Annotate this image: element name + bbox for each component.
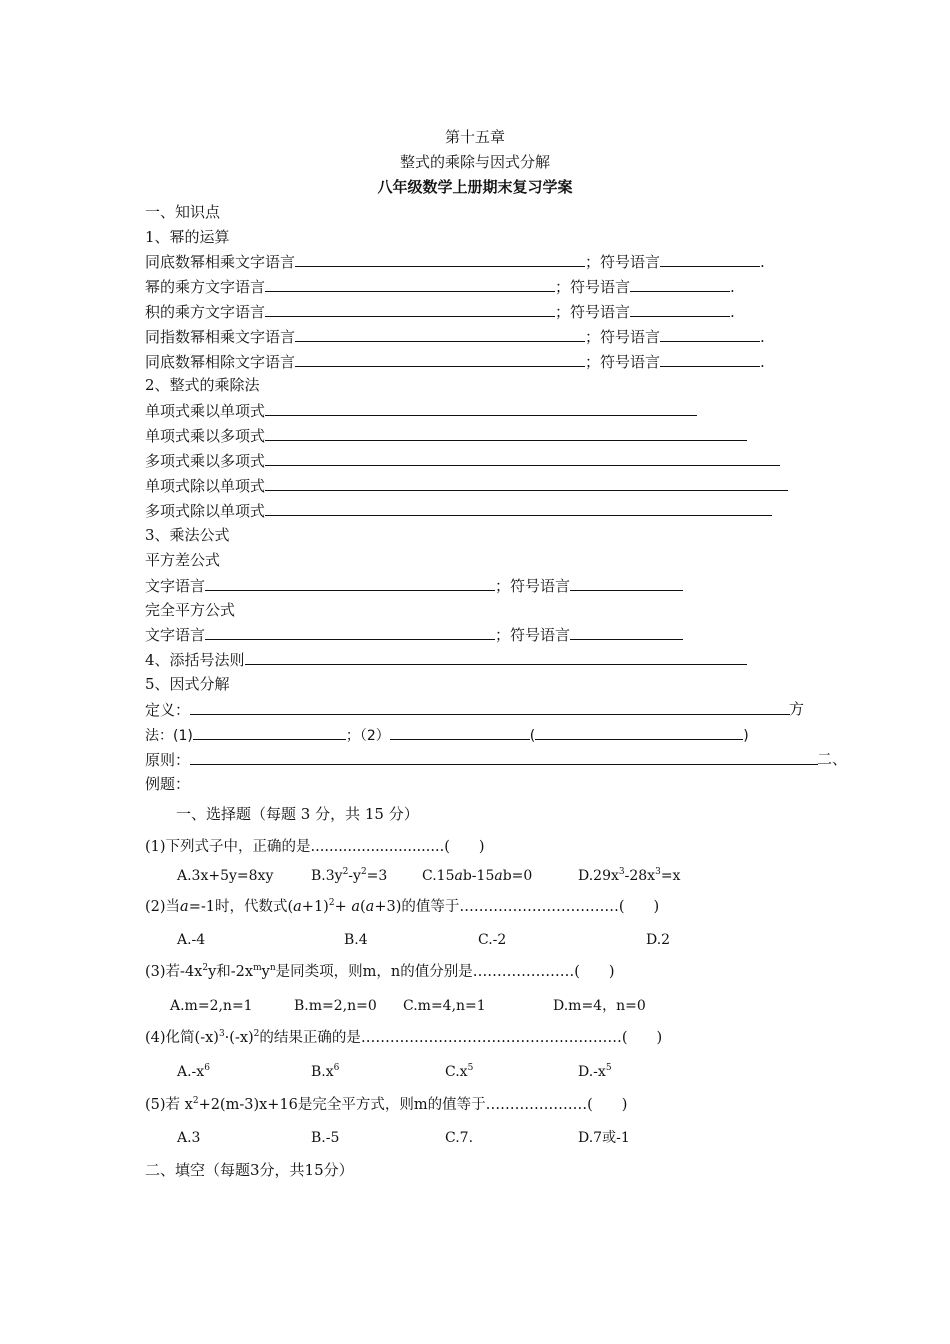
rule-label: 单项式除以单项式 [145,477,266,495]
q1-option-d[interactable]: $D.29x^3-28x^3=x$ [578,867,681,884]
rule-label: 同底数幂相除文字语言 [145,353,296,371]
poly-rule-line-5 [145,500,772,521]
answer-blank[interactable] [660,251,760,267]
line-end: . [730,303,735,321]
choice-heading: 一、选择题（每题 3 分，共 15 分） [176,805,419,823]
answer-blank[interactable] [205,575,495,591]
answer-blank[interactable] [265,500,772,516]
subsection-power-ops: 1、幂的运算 [145,228,230,246]
question-4-stem: (4)化简$(-x)^3\cdot(-x)^2$的结果正确的是………………………………………………( ) [145,1029,663,1046]
q3-option-a[interactable]: A.m=2,n=1 [170,998,253,1014]
answer-blank[interactable] [265,400,697,416]
rule-label: 4、添括号法则 [145,651,245,669]
poly-rule-line-4 [145,475,788,496]
answer-blank[interactable] [570,575,683,591]
formula-perfect-square-line [145,624,683,645]
question-5-stem: (5)若 $x^2+2(m-3)x+16$是完全平方式，则m的值等于…………………( ) [145,1096,628,1113]
q5-option-b[interactable]: B.-5 [311,1130,340,1146]
line-wrap-text: 二、 [817,750,848,768]
symbol-label: ；符号语言 [585,328,661,346]
formula-perfect-square: 完全平方公式 [145,601,236,619]
factoring-method-line [145,724,749,746]
paren: ) [743,728,749,744]
q4-option-d[interactable]: $D.-x^5$ [578,1063,612,1080]
power-rule-line-4 [145,326,765,347]
question-1-stem: (1)下列式子中，正确的是.............................( ) [145,839,485,855]
q1-option-c[interactable]: C.15ab-15ab=0 [422,868,533,884]
answer-blank[interactable] [295,326,585,342]
symbol-label: ；符号语言 [495,626,571,644]
q1-option-a[interactable]: A.3x+5y=8xy [177,868,274,884]
rule-label: 多项式除以单项式 [145,502,266,520]
answer-blank[interactable] [535,724,743,740]
factoring-principle-line [145,749,818,770]
rule-label: 积的乘方文字语言 [145,303,266,321]
answer-blank[interactable] [265,450,780,466]
question-2-stem: (2)当a=-1时，代数式$(a+1)^2+ a(a+3)$的值等于……………………………( ) [145,898,660,915]
q4-option-c[interactable]: $C.x^5$ [445,1063,474,1080]
q4-option-a[interactable]: $A.-x^6$ [177,1063,210,1080]
q2-option-a[interactable]: A.-4 [177,932,206,948]
q1-option-b[interactable]: $B.3y^2-y^2=3$ [311,867,388,884]
q3-option-b[interactable]: B.m=2,n=0 [294,998,377,1014]
line-end: . [760,353,765,371]
line-end: . [760,253,765,271]
q4-option-b[interactable]: $B.x^6$ [311,1063,340,1080]
q5-option-c[interactable]: C.7. [445,1130,474,1146]
poly-rule-line-1 [145,400,697,421]
q3-option-c[interactable]: C.m=4,n=1 [403,998,486,1014]
answer-blank[interactable] [245,649,747,665]
answer-blank[interactable] [265,475,788,491]
formula-diff-squares-line [145,575,683,596]
answer-blank[interactable] [190,749,818,765]
q2-option-d[interactable]: D.2 [646,932,671,948]
answer-blank[interactable] [205,624,495,640]
paren: ( [529,728,536,744]
fill-heading: 二、填空（每题3分，共15分） [145,1161,354,1179]
rule-label: 幂的乘方文字语言 [145,278,266,296]
rule-label: 文字语言 [145,577,206,595]
subsection-poly-ops: 2、整式的乘除法 [145,376,260,394]
rule-label: ；（2） [345,728,390,744]
q5-option-a[interactable]: A.3 [177,1130,201,1146]
q2-option-b[interactable]: B.4 [344,932,368,948]
subsection-formulas: 3、乘法公式 [145,526,230,544]
answer-blank[interactable] [265,301,555,317]
symbol-label: ；符号语言 [495,577,571,595]
answer-blank[interactable] [190,699,790,715]
answer-blank[interactable] [265,425,747,441]
answer-blank[interactable] [295,251,585,267]
question-3-stem: (3)若$-4x^2y$和$-2x^my^n$是同类项，则m，n的值分别是…………………( ) [145,963,615,980]
poly-rule-line-3 [145,450,780,471]
factoring-definition-line [145,699,790,720]
answer-blank[interactable] [193,724,346,740]
q2-option-c[interactable]: C.-2 [478,932,507,948]
q3-option-d[interactable]: D.m=4，n=0 [553,998,646,1014]
symbol-label: ；符号语言 [585,253,661,271]
chapter-label: 第十五章 [444,128,505,146]
answer-blank[interactable] [390,724,530,740]
rule-label: 多项式乘以多项式 [145,452,266,470]
power-rule-line-2 [145,276,735,297]
rule-label: 定义： [145,701,191,719]
chapter-subtitle: 整式的乘除与因式分解 [399,153,550,171]
answer-blank[interactable] [660,326,760,342]
rule-label: 单项式乘以单项式 [145,402,266,420]
q5-option-d[interactable]: D.7或-1 [578,1130,630,1146]
rule-label: 原则： [145,751,191,769]
answer-blank[interactable] [630,301,730,317]
rule-label: 文字语言 [145,626,206,644]
answer-blank[interactable] [265,276,555,292]
rule-label: 单项式乘以多项式 [145,427,266,445]
line-wrap-text: 方 [789,700,805,718]
power-rule-line-1 [145,251,765,272]
rule-label: 同指数幂相乘文字语言 [145,328,296,346]
rule-label: 同底数幂相乘文字语言 [145,253,296,271]
symbol-label: ；符号语言 [585,353,661,371]
section-heading-knowledge: 一、知识点 [145,203,221,221]
line-end: . [730,278,735,296]
poly-rule-line-2 [145,425,747,446]
subsection-brackets [145,649,747,670]
symbol-label: ；符号语言 [555,278,631,296]
line-end: . [760,328,765,346]
symbol-label: ；符号语言 [555,303,631,321]
power-rule-line-5 [145,351,765,372]
rule-label: 法：(1) [145,728,193,744]
formula-diff-squares: 平方差公式 [145,551,221,569]
answer-blank[interactable] [660,351,760,367]
page-title: 八年级数学上册期末复习学案 [377,178,573,196]
examples-label: 例题： [145,775,191,793]
answer-blank[interactable] [570,624,683,640]
subsection-factoring: 5、因式分解 [145,675,230,693]
power-rule-line-3 [145,301,735,322]
answer-blank[interactable] [295,351,585,367]
answer-blank[interactable] [630,276,730,292]
